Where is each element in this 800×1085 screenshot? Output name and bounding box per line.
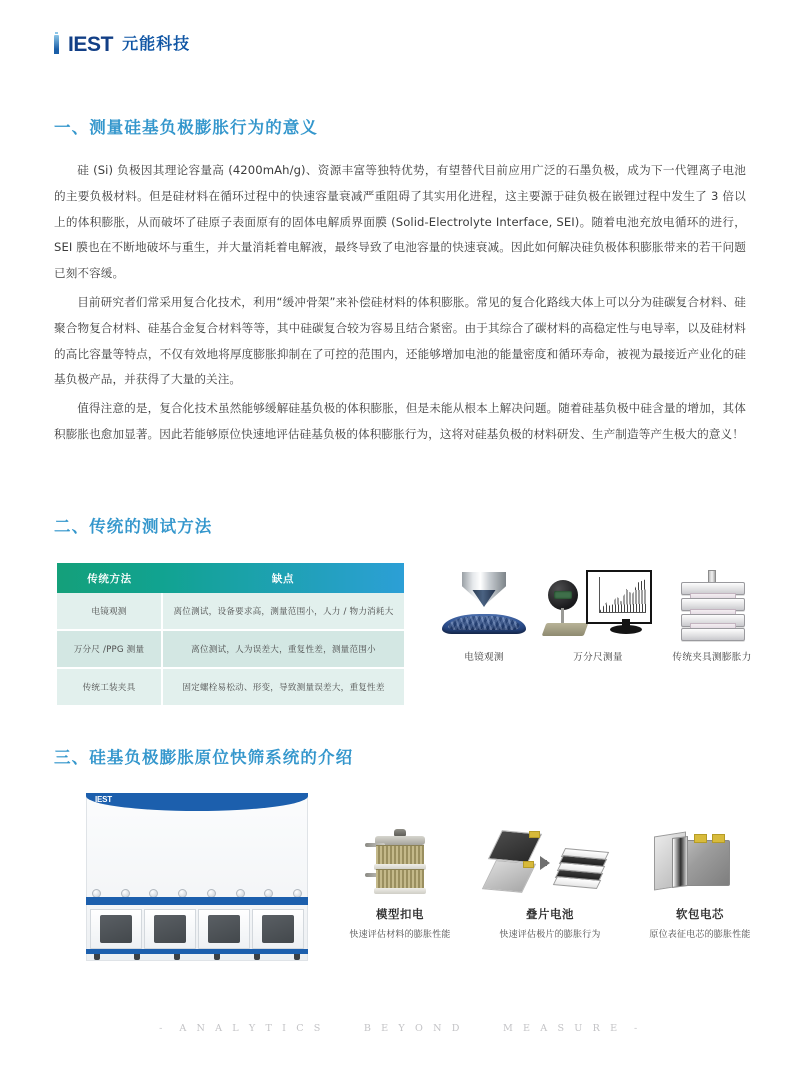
clamp-fixture-icon bbox=[656, 566, 768, 644]
micrometer-gauge-icon bbox=[542, 566, 654, 644]
equipment-knob-row bbox=[92, 889, 302, 897]
cell-drawback: 固定螺栓易松动、形变，导致测量误差大，重复性差 bbox=[162, 668, 404, 705]
figure-subtitle: 快速评估材料的膨胀性能 bbox=[349, 930, 451, 940]
paragraph: 硅 (Si) 负极因其理论容量高 (4200mAh/g)、资源丰富等独特优势，有望替代目前应用广泛的石墨负极，成为下一代锂离子电池的主要负极材料。但是硅材料在循环过程中的快速容量衰减严重阻碍了其实用化进程，这主要源于硅负极在嵌锂过程中发生了 3 倍以上的体积膨胀，从而破坏了硅原子表面原有的固体电解质界面膜 (Solid-Electrolyte Interface, SEI)。随着电池充放电循环的进行，SEI 膜也在不断地破坏与重生，并大量消耗着电解液，最终导致了电池容量的快速衰减。因此如何解决硅负极体积膨胀带来的若干问题已刻不容缓。 bbox=[54, 163, 746, 281]
logo-text: IEST bbox=[68, 32, 114, 56]
section-1-body bbox=[54, 158, 746, 451]
sem-microscope-icon bbox=[428, 566, 540, 644]
cell-drawback: 离位测试，设备要求高，测量范围小，人力 / 物力消耗大 bbox=[162, 593, 404, 630]
figure-stacked-electrode-cell bbox=[482, 826, 618, 940]
cell-method: 电镜观测 bbox=[57, 593, 162, 630]
table-header-row bbox=[57, 563, 404, 593]
chamber-door bbox=[90, 909, 142, 949]
figure-title: 叠片电池 bbox=[526, 907, 574, 921]
section-1-title: 一、测量硅基负极膨胀行为的意义 bbox=[54, 118, 318, 137]
coin-cell-model-icon bbox=[332, 826, 468, 900]
figure-clamp-fixture bbox=[656, 566, 768, 663]
traditional-methods-figures bbox=[428, 566, 768, 663]
figure-subtitle: 快速评估极片的膨胀行为 bbox=[499, 930, 601, 940]
section-3-title: 三、硅基负极膨胀原位快筛系统的介绍 bbox=[54, 748, 354, 767]
figure-pouch-cell bbox=[632, 826, 768, 940]
column-header-drawback: 缺点 bbox=[162, 563, 404, 593]
stacked-electrode-cell-icon bbox=[482, 826, 618, 900]
chamber-door bbox=[252, 909, 304, 949]
figure-subtitle: 原位表征电芯的膨胀性能 bbox=[649, 930, 751, 940]
cell-method: 万分尺 /PPG 测量 bbox=[57, 630, 162, 668]
chamber-door bbox=[144, 909, 196, 949]
logo-chinese-name: 元能科技 bbox=[122, 34, 191, 53]
figure-title: 模型扣电 bbox=[376, 907, 424, 921]
table-row bbox=[57, 668, 404, 705]
figure-sem-observation bbox=[428, 566, 540, 663]
figure-micrometer-measurement bbox=[542, 566, 654, 663]
equipment-chamber-doors bbox=[90, 909, 304, 947]
figure-caption: 电镜观测 bbox=[464, 652, 504, 663]
cell-drawback: 离位测试，人为误差大，重复性差，测量范围小 bbox=[162, 630, 404, 668]
paragraph: 目前研究者们常采用复合化技术，利用“缓冲骨架”来补偿硅材料的体积膨胀。常见的复合化路线大体上可以分为硅碳复合材料、硅聚合物复合材料、硅基合金复合材料等等，其中硅碳复合较为容易且结合紧密。由于其综合了碳材料的高稳定性与电导率，以及硅材料的高比容量等特点，不仅有效地将厚度膨胀抑制在了可控的范围内，还能够增加电池的能量密度和循环寿命，被视为最接近产业化的硅基负极产品，并获得了大量的关注。 bbox=[54, 294, 746, 387]
chamber-door bbox=[198, 909, 250, 949]
pouch-cell-icon bbox=[632, 826, 768, 900]
iest-logo-icon bbox=[54, 35, 59, 54]
section-2-title: 二、传统的测试方法 bbox=[54, 517, 213, 536]
page-footer bbox=[0, 1018, 800, 1036]
figure-caption: 万分尺测量 bbox=[573, 652, 623, 663]
paragraph: 值得注意的是，复合化技术虽然能够缓解硅基负极的体积膨胀，但是未能从根本上解决问题。随着硅基负极中硅含量的增加，其体积膨胀也愈加显著。因此若能够原位快速地评估硅基负极的体积膨胀行为，这将对硅基负极的材料研发、生产制造等产生极大的意义！ bbox=[54, 401, 746, 441]
figure-coin-cell-model bbox=[332, 826, 468, 940]
system-sample-types bbox=[332, 826, 768, 940]
equipment-logo-text: IEST bbox=[95, 795, 112, 804]
footer-tagline: - A N A L Y T I C S B E Y O N D M E A S U R E - bbox=[159, 1023, 641, 1034]
swelling-screening-system-equipment-image bbox=[86, 793, 308, 961]
table-row bbox=[57, 630, 404, 668]
equipment-feet bbox=[94, 954, 300, 960]
column-header-method: 传统方法 bbox=[57, 563, 162, 593]
traditional-methods-table bbox=[57, 563, 404, 705]
figure-caption: 传统夹具测膨胀力 bbox=[672, 652, 752, 663]
table-row bbox=[57, 593, 404, 630]
brand-header bbox=[54, 34, 190, 55]
figure-title: 软包电芯 bbox=[676, 907, 724, 921]
cell-method: 传统工装夹具 bbox=[57, 668, 162, 705]
